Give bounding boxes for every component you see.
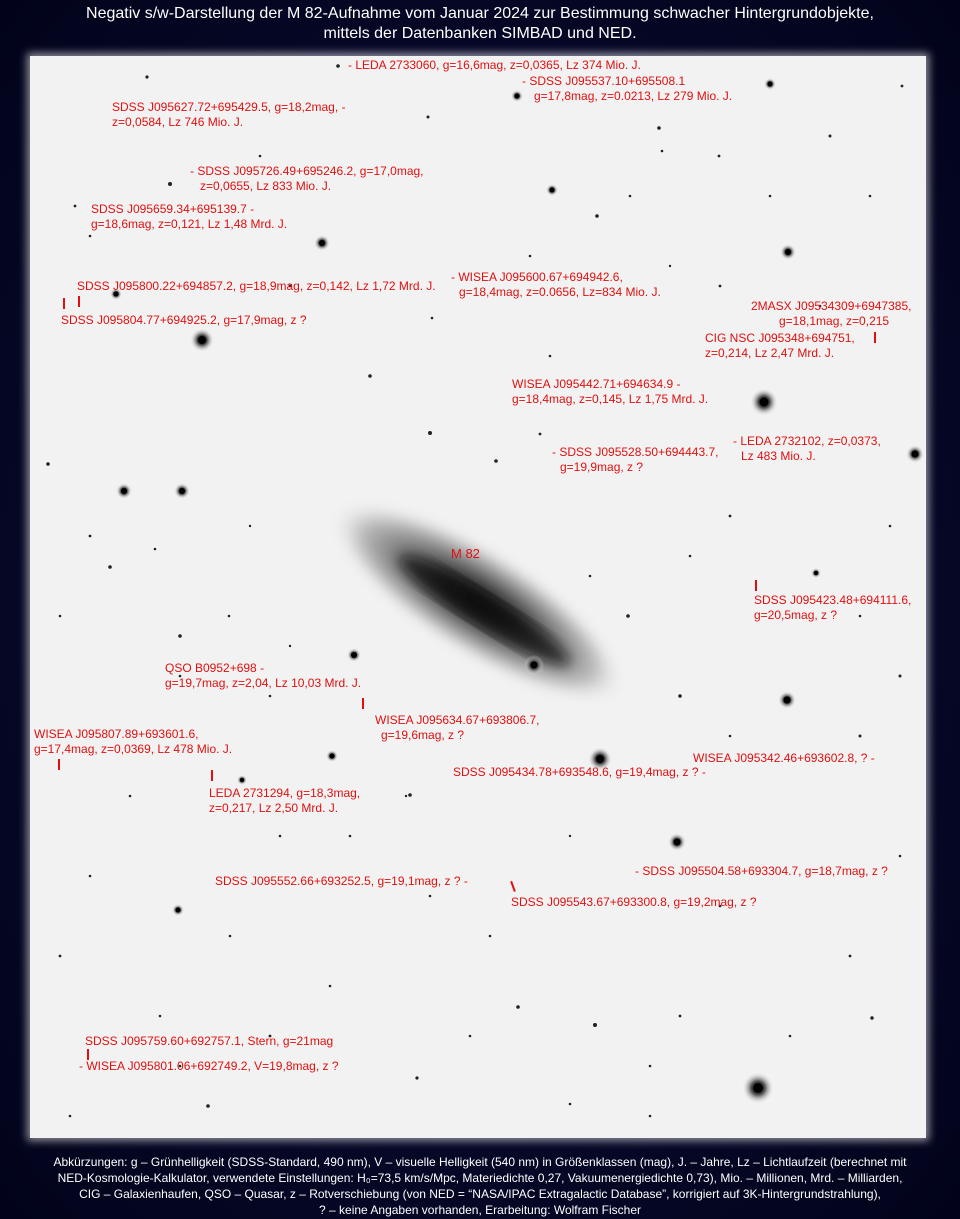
marker-sdss095423 [755, 580, 757, 591]
label-sdss095504: - SDSS J095504.58+693304.7, g=18,7mag, z ? [635, 864, 888, 878]
title-line-1: Negativ s/w-Darstellung der M 82-Aufnahme vom Januar 2024 zur Bestimmung schwacher Hintergrundobjekte, [86, 5, 874, 22]
label-sdss095552: SDSS J095552.66+693252.5, g=19,1mag, z ? - [215, 874, 468, 888]
label-sdss095543: SDSS J095543.67+693300.8, g=19,2mag, z ? [511, 895, 757, 909]
title-line-2: mittels der Datenbanken SIMBAD und NED. [323, 25, 637, 42]
footer-line-3: CIG – Galaxienhaufen, QSO – Quasar, z – Rotverschiebung (von NED = “NASA/IPAC Extragalactic Database”, korrigiert auf 3K-Hintergrundstrahlung), [79, 1187, 881, 1201]
label-wisea095342: WISEA J095342.46+693602.8, ? - [693, 751, 875, 765]
label-m82: M 82 [451, 546, 480, 561]
marker-wisea095634 [362, 698, 364, 709]
abbreviations-footer [0, 1154, 960, 1218]
label-sdss095759: SDSS J095759.60+692757.1, Stern, g=21mag [85, 1034, 334, 1048]
label-wisea095634: WISEA J095634.67+693806.7, g=19,6mag, z ? [375, 713, 540, 742]
label-leda2731294: LEDA 2731294, g=18,3mag, z=0,217, Lz 2,50 Mrd. J. [209, 786, 361, 815]
label-sdss095434: SDSS J095434.78+693548.6, g=19,4mag, z ? - [453, 765, 706, 779]
marker-leda2731294 [211, 770, 213, 781]
label-qso: QSO B0952+698 - g=19,7mag, z=2,04, Lz 10,03 Mrd. J. [165, 661, 362, 690]
label-sdss095800: SDSS J095800.22+694857.2, g=18,9mag, z=0,142, Lz 1,72 Mrd. J. [77, 279, 436, 293]
label-sdss095726: - SDSS J095726.49+695246.2, g=17,0mag, z=0,0655, Lz 833 Mio. J. [190, 164, 424, 193]
label-sdss095804: SDSS J095804.77+694925.2, g=17,9mag, z ? [61, 313, 307, 327]
label-leda2732102: - LEDA 2732102, z=0,0373, Lz 483 Mio. J. [733, 434, 881, 463]
label-leda2733060: - LEDA 2733060, g=16,6mag, z=0,0365, Lz 374 Mio. J. [348, 58, 641, 72]
marker-wisea095807 [58, 759, 60, 770]
label-sdss095528: - SDSS J095528.50+694443.7, g=19,9mag, z ? [552, 445, 719, 474]
label-cig-nsc: CIG NSC J095348+694751, z=0,214, Lz 2,47 Mrd. J. [705, 331, 855, 360]
label-wisea095600: - WISEA J095600.67+694942.6, g=18,4mag, z=0.0656, Lz=834 Mio. J. [451, 270, 661, 299]
label-wisea095801: - WISEA J095801.06+692749.2, V=19,8mag, z ? [79, 1059, 339, 1073]
marker-sdss095800 [78, 296, 80, 307]
marker-2masx [874, 332, 876, 343]
label-sdss095537: - SDSS J095537.10+695508.1 g=17,8mag, z=0.0213, Lz 279 Mio. J. [522, 74, 733, 103]
astro-photo [30, 56, 926, 1138]
label-2masx: 2MASX J09534309+6947385, g=18,1mag, z=0,215 [751, 299, 912, 328]
footer-line-4: ? – keine Angaben vorhanden, Erarbeitung: Wolfram Fischer [319, 1203, 641, 1217]
marker-sdss095804 [63, 298, 65, 309]
label-sdss095423: SDSS J095423.48+694111.6, g=20,5mag, z ? [754, 593, 912, 622]
label-wisea095807: WISEA J095807.89+693601.6, g=17,4mag, z=0,0369, Lz 478 Mio. J. [34, 727, 233, 756]
label-sdss095627: SDSS J095627.72+695429.5, g=18,2mag, - z=0,0584, Lz 746 Mio. J. [112, 100, 346, 129]
footer-line-1: Abkürzungen: g – Grünhelligkeit (SDSS-Standard, 490 nm), V – visuelle Helligkeit (540 nm) in Größenklassen (mag), J. – Jahre, Lz – Lichtlaufzeit (berechnet mit [53, 1155, 907, 1169]
label-sdss095659: SDSS J095659.34+695139.7 - g=18,6mag, z=0,121, Lz 1,48 Mrd. J. [91, 202, 288, 231]
label-wisea095442: WISEA J095442.71+694634.9 - g=18,4mag, z=0,145, Lz 1,75 Mrd. J. [512, 377, 709, 406]
m82-galaxy [306, 468, 649, 736]
footer-line-2: NED-Kosmologie-Kalkulator, verwendete Einstellungen: H₀=73,5 km/s/Mpc, Materiedichte 0,27, Vakuumenergiedichte 0,73), Mio. – Millionen, Mrd. – Milliarden, [57, 1171, 903, 1185]
page-title [0, 4, 960, 44]
